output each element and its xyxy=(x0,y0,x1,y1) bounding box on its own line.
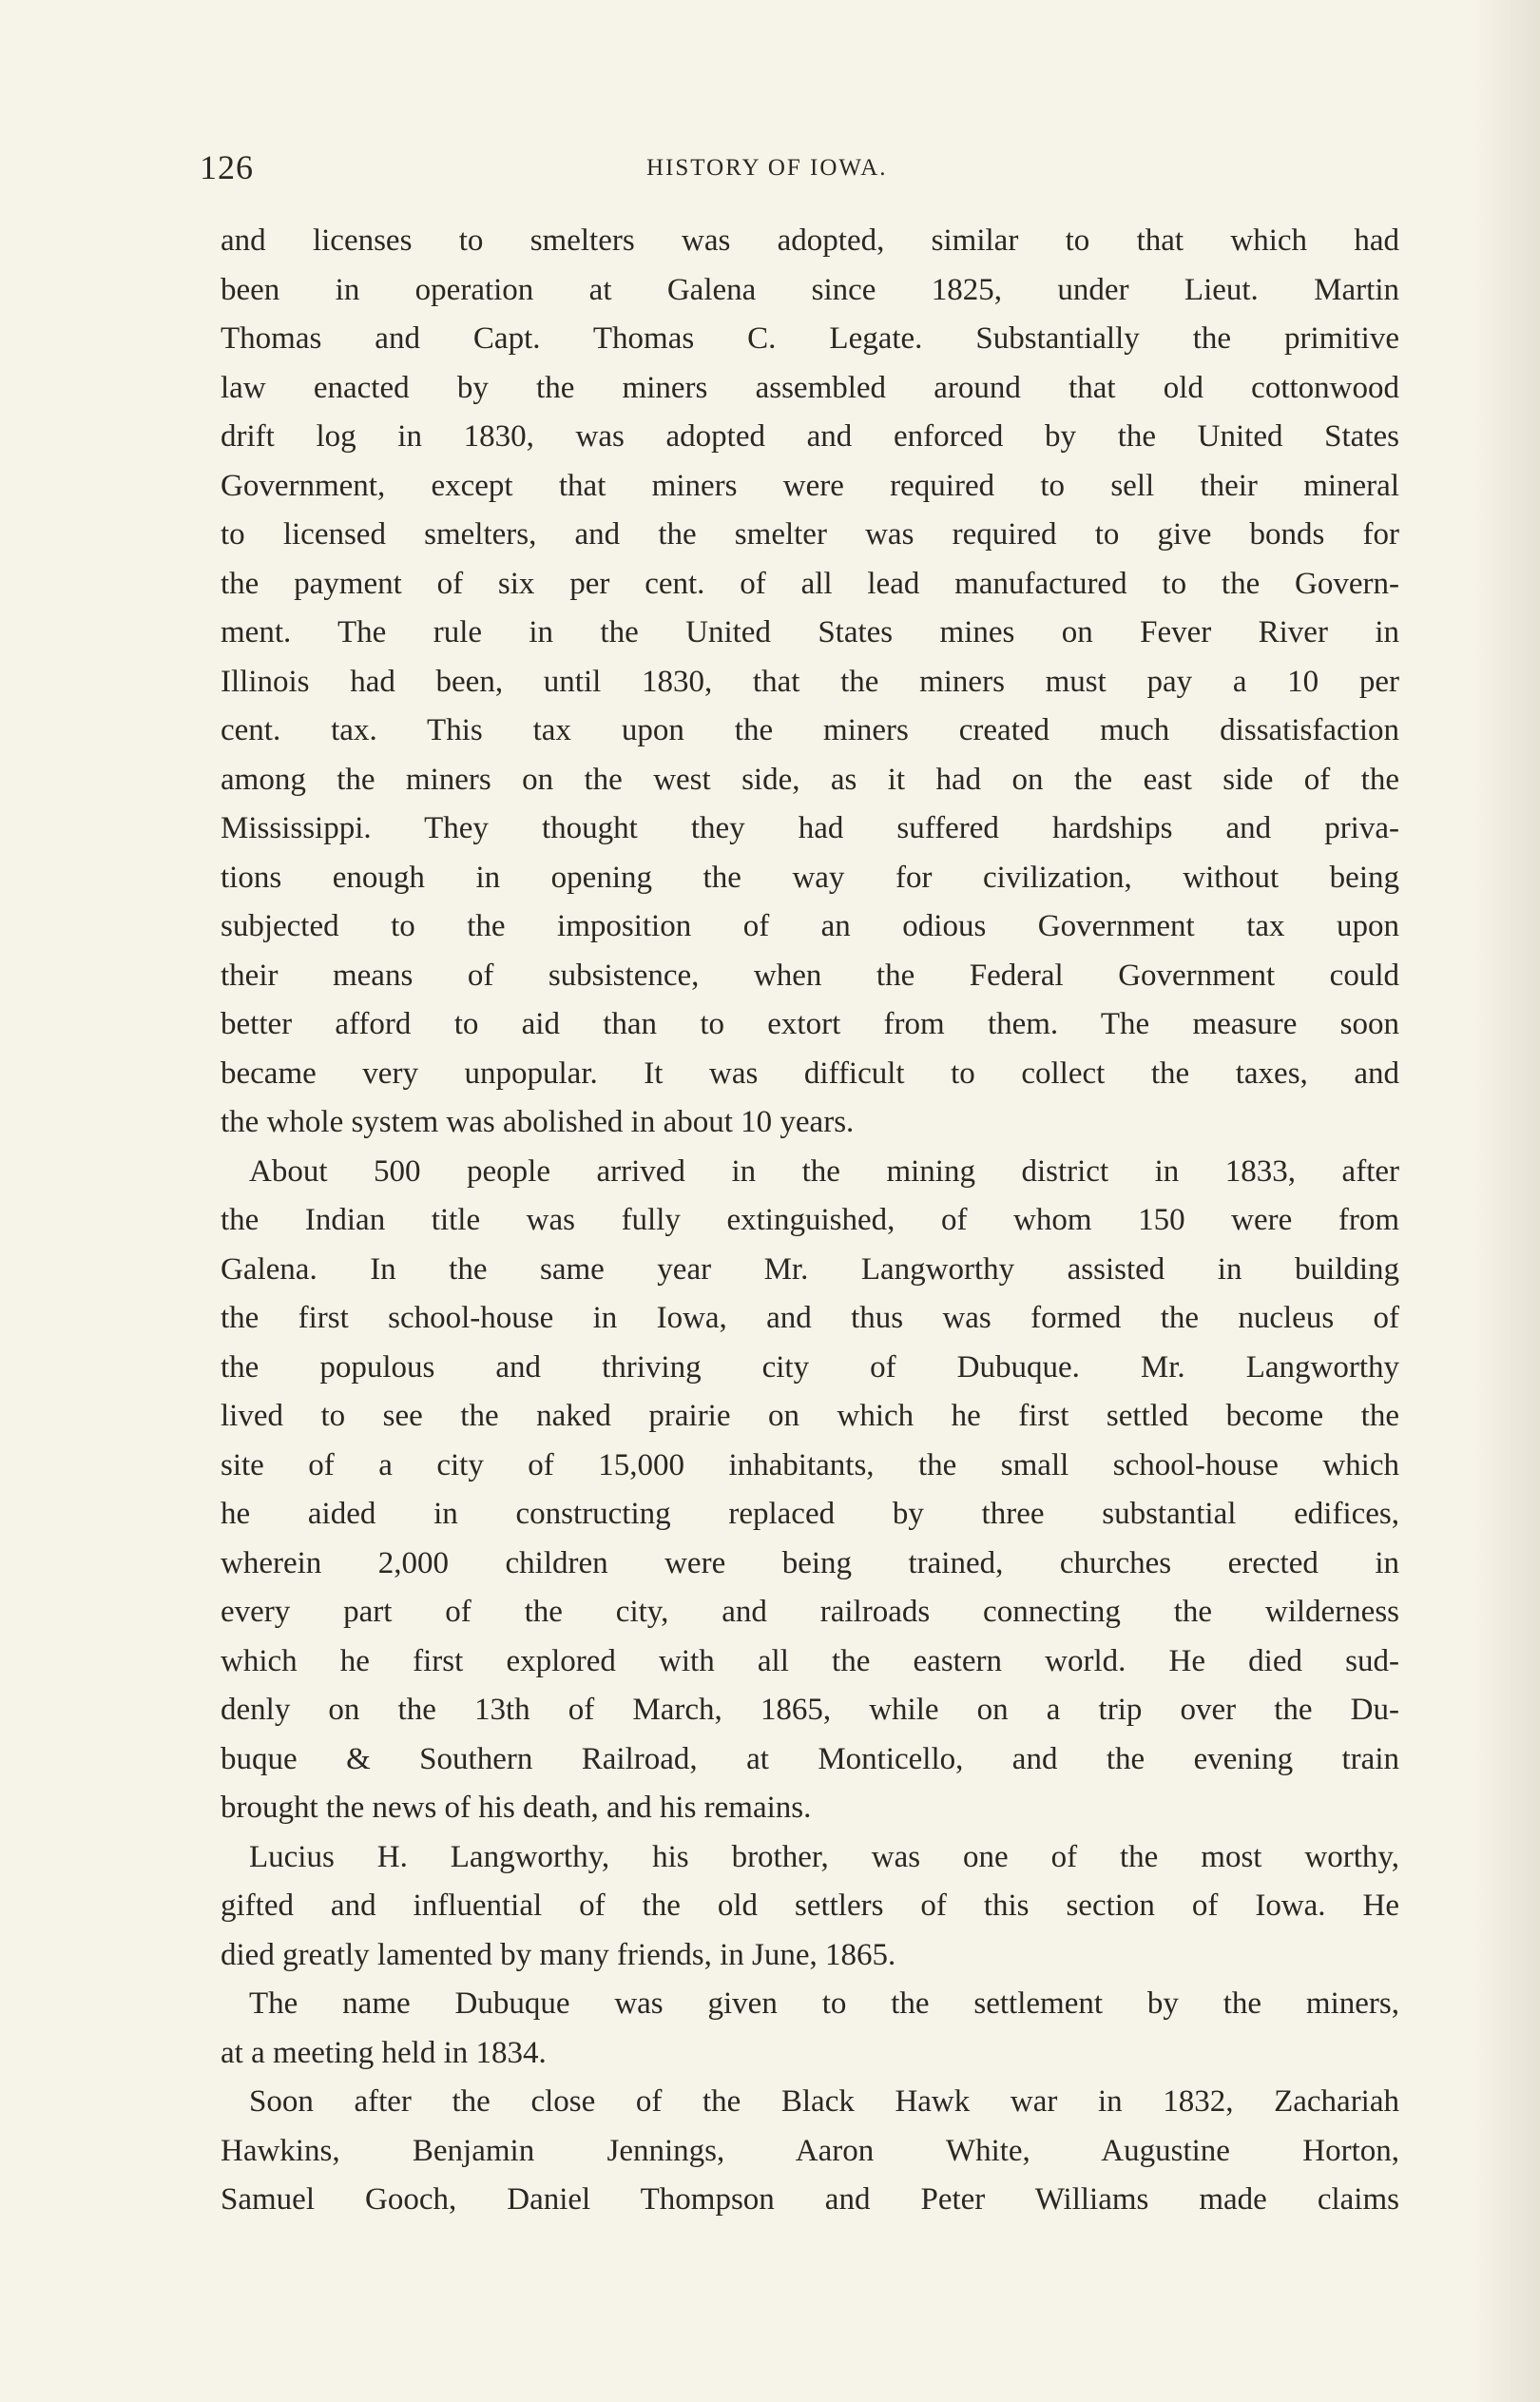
text-line-content: became very unpopular. It was difficult to collect the taxes, and xyxy=(221,1056,1399,1091)
text-line-content: every part of the city, and railroads connecting the wilderness xyxy=(221,1595,1399,1629)
text-line-content: drift log in 1830, was adopted and enforced by the United States xyxy=(221,419,1399,454)
text-line-content: Illinois had been, until 1830, that the miners must pay a 10 per xyxy=(221,664,1399,699)
text-line-content: Galena. In the same year Mr. Langworthy assisted in building xyxy=(221,1251,1399,1287)
text-line xyxy=(221,1196,1399,1246)
text-line xyxy=(221,315,1399,364)
text-line xyxy=(221,1637,1399,1687)
text-line-content: denly on the 13th of March, 1865, while on a trip over the Du- xyxy=(221,1693,1399,1727)
text-line-content: died greatly lamented by many friends, in June, 1865. xyxy=(221,1937,896,1972)
page-header xyxy=(200,147,1473,195)
text-line xyxy=(221,560,1399,610)
text-line xyxy=(221,1246,1399,1295)
text-line xyxy=(221,1050,1399,1099)
text-line xyxy=(221,952,1399,1001)
text-line xyxy=(221,2029,1399,2079)
text-line-content: Government, except that miners were required to sell their mineral xyxy=(221,468,1399,503)
text-line xyxy=(221,902,1399,952)
text-line xyxy=(221,1833,1399,1883)
text-line-content: the populous and thriving city of Dubuque. Mr. Langworthy xyxy=(221,1349,1399,1385)
text-line xyxy=(221,1148,1399,1197)
text-line-content: Thomas and Capt. Thomas C. Legate. Substantially the primitive xyxy=(221,321,1399,356)
text-line-content: Soon after the close of the Black Hawk war in 1832, Zachariah xyxy=(249,2084,1399,2119)
text-line xyxy=(221,1000,1399,1050)
text-line xyxy=(221,1540,1399,1589)
text-line-content: ment. The rule in the United States mines on Fever River in xyxy=(221,615,1399,649)
text-line-content: which he first explored with all the eastern world. He died sud- xyxy=(221,1643,1399,1678)
text-line xyxy=(221,217,1399,266)
text-line-content: lived to see the naked prairie on which he first settled become the xyxy=(221,1399,1399,1433)
text-line-content: About 500 people arrived in the mining district in 1833, after xyxy=(249,1153,1399,1189)
text-line xyxy=(221,658,1399,707)
text-line xyxy=(221,1588,1399,1637)
text-line-content: buque & Southern Railroad, at Monticello, and the evening train xyxy=(221,1741,1399,1776)
text-line xyxy=(221,756,1399,805)
text-line-content: been in operation at Galena since 1825, under Lieut. Martin xyxy=(221,272,1399,307)
text-line xyxy=(221,1686,1399,1735)
text-line-content: site of a city of 15,000 inhabitants, the small school-house which xyxy=(221,1447,1399,1482)
text-line xyxy=(221,1931,1399,1981)
text-line-content: tions enough in opening the way for civilization, without being xyxy=(221,860,1399,895)
text-line-content: and licenses to smelters was adopted, similar to that which had xyxy=(221,223,1399,258)
text-line xyxy=(221,854,1399,903)
text-line xyxy=(221,1784,1399,1833)
text-line xyxy=(221,2127,1399,2177)
text-line xyxy=(221,511,1399,560)
text-line xyxy=(221,1392,1399,1442)
page-edge-shadow xyxy=(1473,0,1540,2402)
text-line-content: cent. tax. This tax upon the miners created much dissatisfaction xyxy=(221,713,1399,747)
text-line-content: law enacted by the miners assembled around that old cottonwood xyxy=(221,370,1399,405)
text-line xyxy=(221,1882,1399,1931)
text-line-content: their means of subsistence, when the Federal Government could xyxy=(221,958,1399,993)
text-line xyxy=(221,266,1399,316)
text-line xyxy=(221,2078,1399,2127)
text-line-content: the whole system was abolished in about 10 years. xyxy=(221,1105,855,1139)
text-line-content: Samuel Gooch, Daniel Thompson and Peter Williams made claims xyxy=(221,2182,1399,2217)
text-line-content: gifted and influential of the old settlers of this section of Iowa. He xyxy=(221,1889,1399,1923)
text-line xyxy=(221,804,1399,854)
text-line xyxy=(221,1735,1399,1785)
text-line xyxy=(221,1442,1399,1491)
text-line xyxy=(221,1294,1399,1344)
text-line-content: wherein 2,000 children were being trained, churches erected in xyxy=(221,1545,1399,1580)
text-line-content: Hawkins, Benjamin Jennings, Aaron White, Augustine Horton, xyxy=(221,2133,1399,2168)
text-line xyxy=(221,2176,1399,2225)
text-line-content: the Indian title was fully extinguished, of whom 150 were from xyxy=(221,1203,1399,1237)
text-line-content: Lucius H. Langworthy, his brother, was one of the most worthy, xyxy=(249,1839,1399,1874)
body-text xyxy=(221,217,1399,2225)
text-line-content: to licensed smelters, and the smelter was required to give bonds for xyxy=(221,517,1399,552)
text-line-content: among the miners on the west side, as it had on the east side of the xyxy=(221,762,1399,797)
text-line-content: the payment of six per cent. of all lead manufactured to the Govern- xyxy=(221,566,1399,601)
text-line xyxy=(221,707,1399,756)
text-line-content: he aided in constructing replaced by three substantial edifices, xyxy=(221,1497,1399,1531)
text-line-content: brought the news of his death, and his remains. xyxy=(221,1791,812,1825)
text-line-content: at a meeting held in 1834. xyxy=(221,2035,547,2070)
text-line xyxy=(221,1098,1399,1148)
text-line xyxy=(221,1980,1399,2029)
text-line-content: subjected to the imposition of an odious Government tax upon xyxy=(221,909,1399,943)
text-line xyxy=(221,364,1399,414)
text-line xyxy=(221,1344,1399,1393)
text-line xyxy=(221,462,1399,512)
running-head: HISTORY OF IOWA. xyxy=(646,155,888,181)
text-line xyxy=(221,1490,1399,1540)
text-line-content: Mississippi. They thought they had suffered hardships and priva- xyxy=(221,811,1399,845)
text-line-content: The name Dubuque was given to the settlement by the miners, xyxy=(249,1986,1399,2021)
text-line-content: the first school-house in Iowa, and thus was formed the nucleus of xyxy=(221,1301,1399,1335)
text-line xyxy=(221,413,1399,462)
text-line xyxy=(221,609,1399,658)
text-line-content: better afford to aid than to extort from them. The measure soon xyxy=(221,1007,1399,1041)
page-number: 126 xyxy=(200,148,254,186)
